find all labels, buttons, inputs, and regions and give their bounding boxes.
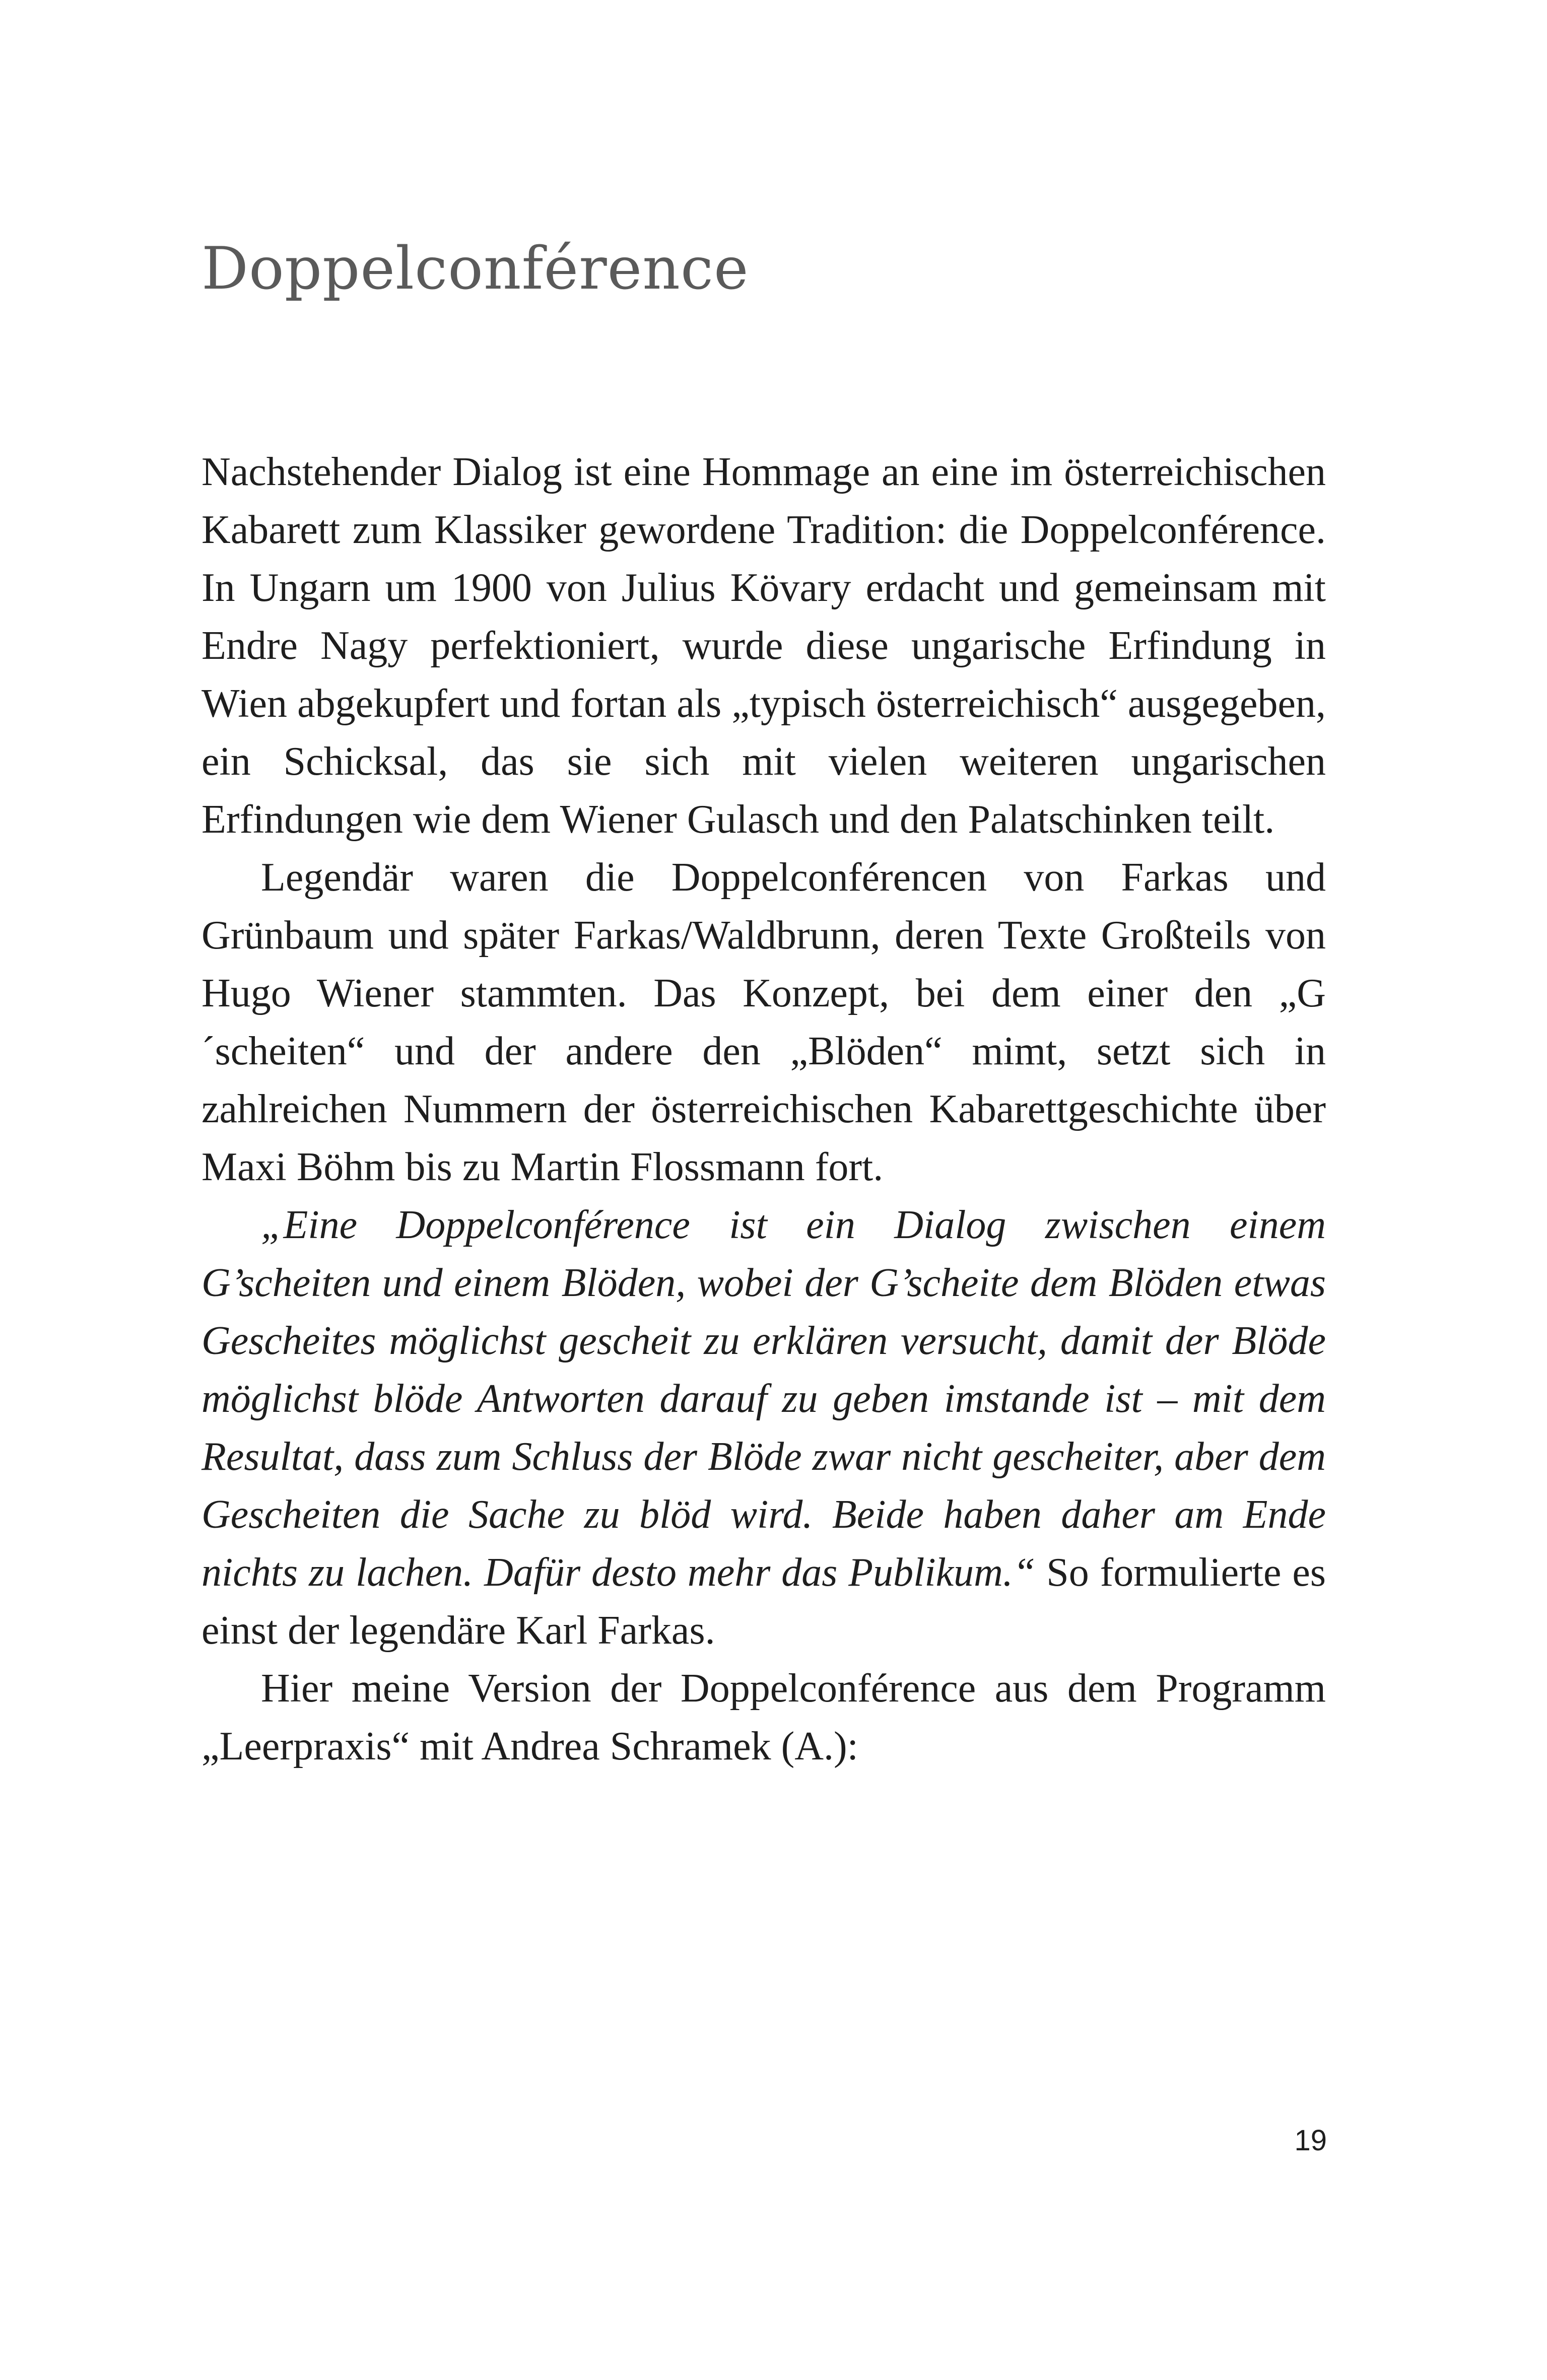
chapter-title: Doppelconférence bbox=[201, 235, 749, 303]
history-paragraph: Legendär waren die Doppelconférencen von Farkas und Grünbaum und später Farkas/Waldbrunn, deren Texte Großteils von Hugo Wiener stammten. Das Konzept, bei dem einer den „G´scheiten“ und der andere den „Blöden“ mimt, setzt sich in zahlreichen Nummern der österreichischen Kabarettgeschichte über Maxi Böhm bis zu Martin Flossmann fort. bbox=[201, 855, 1326, 1189]
closing-paragraph: Hier meine Version der Doppelconférence aus dem Programm „Leerpraxis“ mit Andrea Schramek (A.): bbox=[201, 1666, 1326, 1769]
quote-paragraph bbox=[201, 1196, 1326, 1660]
intro-paragraph: Nachstehender Dialog ist eine Hommage an eine im österreichischen Kabarett zum Klassiker gewordene Tradition: die Doppelconférence. In Ungarn um 1900 von Julius Kövary erdacht und gemeinsam mit Endre Nagy perfektioniert, wurde diese ungarische Erfindung in Wien abgekupfert und fortan als „typisch österreichisch“ ausgegeben, ein Schicksal, das sie sich mit vielen weiteren ungarischen Erfindungen wie dem Wiener Gulasch und den Palatschinken teilt. bbox=[201, 450, 1326, 842]
quote-attribution: So formulierte es einst der legendäre Karl Farkas. bbox=[201, 1550, 1326, 1653]
page-number: 19 bbox=[1294, 2124, 1327, 2157]
body-text bbox=[201, 443, 1326, 1776]
farkas-quote: „Eine Doppelconférence ist ein Dialog zwischen einem G’scheiten und einem Blöden, wobei der G’scheite dem Blöden etwas Gescheites möglichst gescheit zu erklären versucht, damit der Blöde möglichst blöde Antworten darauf zu geben imstande ist – mit dem Resultat, dass zum Schluss der Blöde zwar nicht gescheiter, aber dem Gescheiten die Sache zu blöd wird. Beide haben daher am Ende nichts zu lachen. Dafür desto mehr das Publikum.“ bbox=[201, 1203, 1326, 1595]
